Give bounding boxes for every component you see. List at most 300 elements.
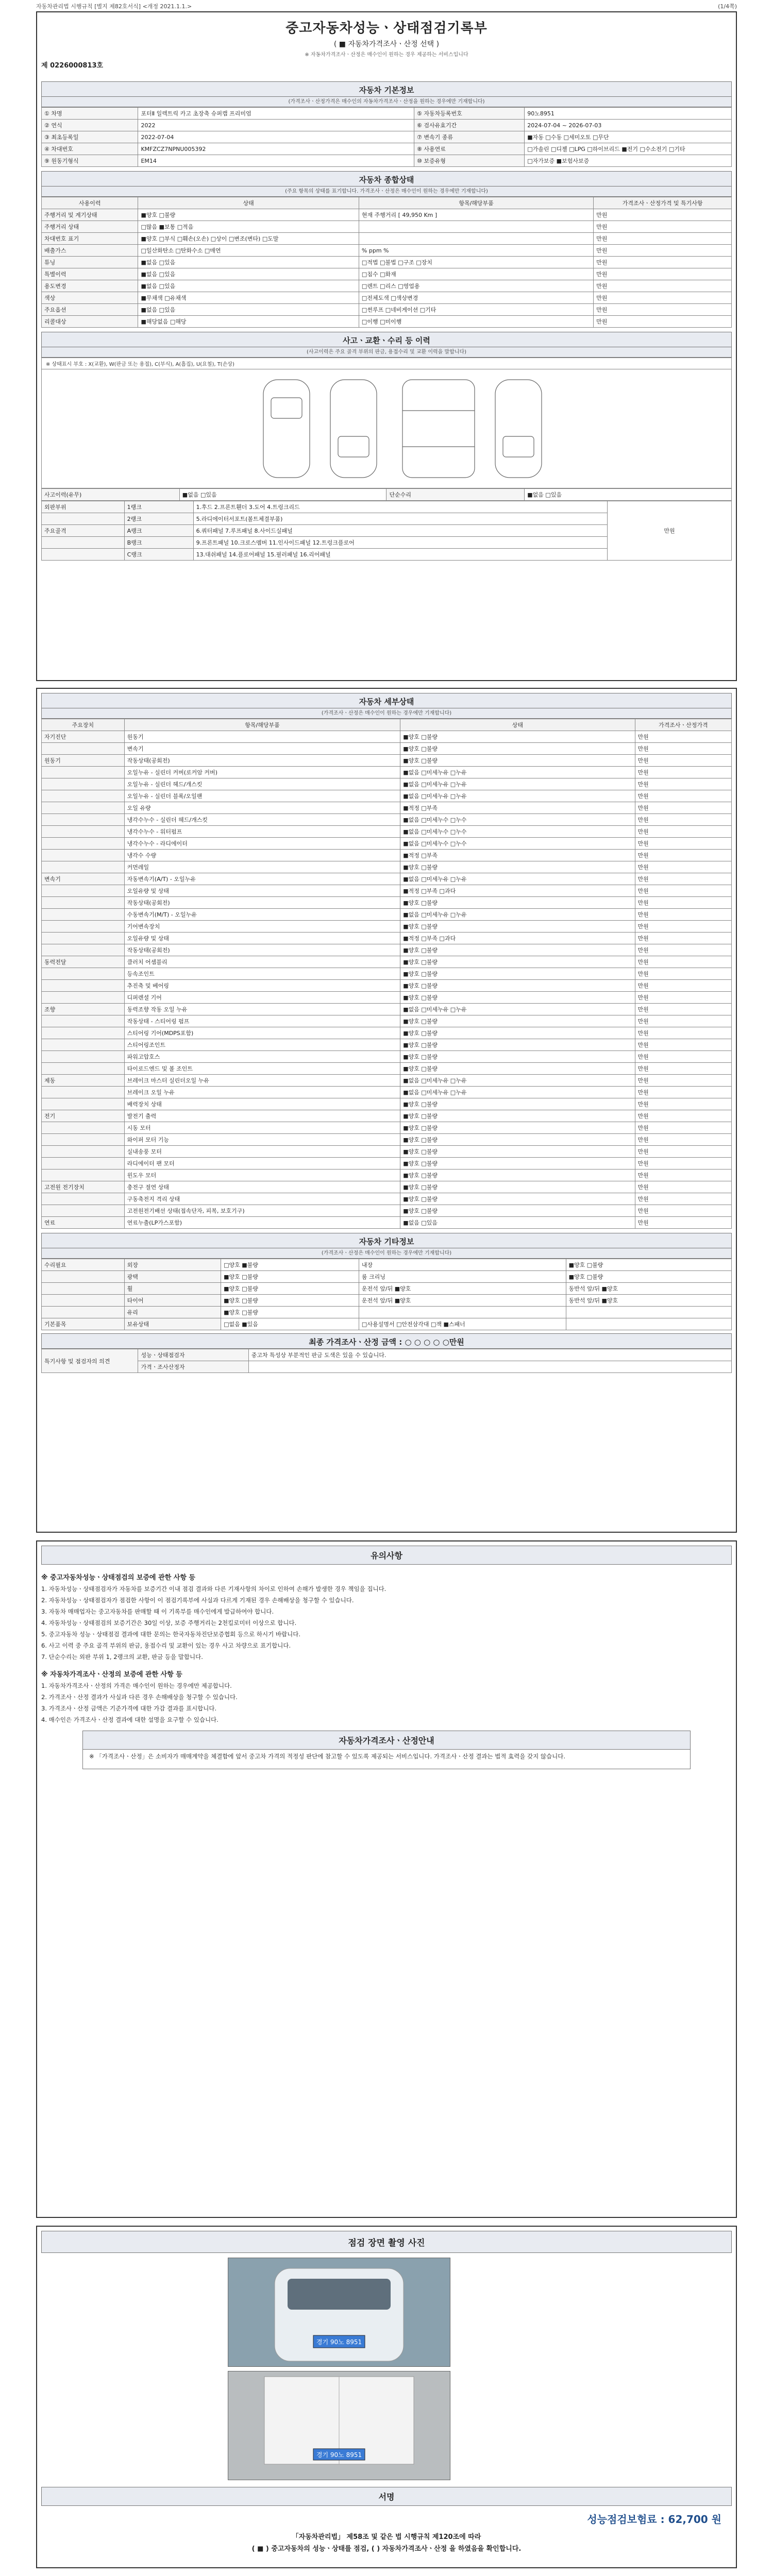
general-state-row: [42, 268, 732, 280]
detail-state-row-cell: ■없음 □있음: [400, 1217, 635, 1229]
basic-info-row-cell: ■자동 □수동 □세미오토 □무단: [525, 131, 732, 143]
detail-state-row-cell: [42, 1146, 125, 1158]
detail-state-row-cell: 전기: [42, 1110, 125, 1122]
frame-rank-cell: [42, 549, 125, 561]
detail-state-row: [42, 826, 732, 838]
detail-state-row-cell: ■양호 □불량: [400, 1205, 635, 1217]
other-info-section: [41, 1233, 732, 1373]
basic-info-row-cell: ⑥ 검사유효기간: [414, 120, 525, 131]
detail-state-row: [42, 1015, 732, 1027]
general-state-row-cell: 색상: [42, 292, 138, 304]
detail-state-row-cell: ■양호 □불량: [400, 1181, 635, 1193]
accident-row-cell: 단순수리: [386, 489, 525, 501]
detail-state-row-cell: [42, 909, 125, 921]
detail-state-row-cell: 만원: [635, 767, 731, 778]
other-info-row-cell: ■양호 □불량: [221, 1307, 359, 1318]
detail-state-row: [42, 838, 732, 850]
detail-state-row: [42, 897, 732, 909]
detail-state-row-cell: [42, 802, 125, 814]
title-block: [227, 18, 546, 58]
detail-state-row: [42, 755, 732, 767]
frame-rank-table: [41, 501, 732, 561]
detail-state-row: [42, 1193, 732, 1205]
other-info-row-cell: 내장: [359, 1259, 566, 1271]
detail-state-row: [42, 1039, 732, 1051]
detail-state-row-cell: 와이퍼 모터 기능: [124, 1134, 400, 1146]
detail-state-row-cell: ■없음 □미세누유 □누유: [400, 767, 635, 778]
detail-state-row-cell: [42, 1051, 125, 1063]
detail-state-row-cell: 만원: [635, 992, 731, 1004]
detail-state-row: [42, 1170, 732, 1181]
detail-state-row-cell: ■없음 □미세누유 □누유: [400, 1075, 635, 1087]
other-info-row-cell: 외장: [124, 1259, 221, 1271]
price-guide-text: ※ 「가격조사ㆍ산정」은 소비자가 매매계약을 체결함에 앞서 중고차 가격의 적정성 판단에 참고할 수 있도록 제공되는 서비스입니다. 가격조사ㆍ산정 결과는 법적 효력을 갖지 않습니다.: [89, 1753, 566, 1760]
basic-info-section: [41, 81, 732, 167]
detail-state-row-cell: 오일유량 및 상태: [124, 885, 400, 897]
general-state-row-cell: [359, 233, 593, 245]
detail-state-row-cell: 만원: [635, 826, 731, 838]
detail-state-row-cell: [42, 897, 125, 909]
detail-state-row: [42, 731, 732, 743]
general-state-row-cell: □일산화탄소 □탄화수소 □매연: [138, 245, 359, 257]
general-state-row-cell: % ppm %: [359, 245, 593, 257]
vehicle-diagram: [41, 369, 732, 488]
detail-state-row-cell: 만원: [635, 731, 731, 743]
detail-state-row-cell: ■양호 □불량: [400, 897, 635, 909]
notice-sec2-heading: ※ 자동차가격조사ㆍ산정의 보증에 관한 사항 등: [41, 1671, 182, 1679]
detail-state-row-cell: 만원: [635, 790, 731, 802]
other-info-row-cell: [42, 1283, 125, 1295]
detail-state-row-cell: 냉각수누수 - 실린더 헤드/개스킷: [124, 814, 400, 826]
detail-state-row-cell: [42, 992, 125, 1004]
basic-info-row-cell: ⑧ 사용연료: [414, 143, 525, 155]
front-plate-text: 경기 90노 8951: [316, 2338, 362, 2346]
basic-info-row-cell: ⑨ 원동기형식: [42, 155, 138, 167]
notice-item: 5. 중고자동차 성능ㆍ상태점검 결과에 대한 문의는 한국자동차진단보증협회 등으로 하시기 바랍니다.: [41, 1631, 300, 1638]
detail-state-row: [42, 933, 732, 944]
status-code-legend: ※ 상태표시 부호 : X(교환), W(판금 또는 용접), C(부식), A(흠집), U(요철), T(손상): [41, 358, 732, 369]
detail-state-row-cell: 만원: [635, 1027, 731, 1039]
detail-state-row-cell: ■없음 □미세누유 □누유: [400, 778, 635, 790]
detail-state-row: [42, 778, 732, 790]
detail-state-table: [41, 719, 732, 1229]
other-info-row-cell: 광택: [124, 1271, 221, 1283]
detail-state-row-cell: [42, 1098, 125, 1110]
detail-state-row-cell: 만원: [635, 873, 731, 885]
detail-state-row-cell: ■없음 □미세누수 □누수: [400, 814, 635, 826]
detail-state-row-cell: [42, 850, 125, 861]
frame-rank-cell: 외판부위: [42, 501, 125, 513]
detail-state-row-cell: ■양호 □불량: [400, 1098, 635, 1110]
detail-state-row-cell: 발전기 출력: [124, 1110, 400, 1122]
detail-state-row-cell: ■양호 □불량: [400, 1134, 635, 1146]
accident-heading: 사고ㆍ교환ㆍ수리 등 이력: [41, 332, 732, 347]
signature-heading: 서명: [41, 2487, 732, 2506]
other-info-row-cell: ■양호 □불량: [566, 1271, 731, 1283]
basic-info-table: [41, 107, 732, 167]
basic-info-row-cell: 2022: [138, 120, 414, 131]
detail-state-row-cell: [42, 885, 125, 897]
notice-item: 1. 자동차성능ㆍ상태점검자가 자동차를 보증기간 이내 점검 결과와 다른 기재사항의 차이로 인하여 손해가 발생한 경우 책임을 집니다.: [41, 1585, 386, 1592]
detail-state-row-cell: ■양호 □불량: [400, 743, 635, 755]
form-law-ref: 자동차관리법 시행규칙 [별지 제82호서식] <개정 2021.1.1.>: [36, 3, 192, 10]
other-info-row-cell: □양호 ■불량: [221, 1259, 359, 1271]
detail-state-row-cell: 원동기: [124, 731, 400, 743]
other-info-row-cell: 타이어: [124, 1295, 221, 1307]
general-state-row-cell: 만원: [594, 316, 732, 328]
detail-state-row-cell: 추진축 및 베어링: [124, 980, 400, 992]
other-info-row: [42, 1307, 732, 1318]
detail-state-row-cell: 구동축전지 격리 상태: [124, 1193, 400, 1205]
detail-state-row: [42, 956, 732, 968]
detail-state-row-cell: 만원: [635, 850, 731, 861]
other-info-row-cell: ■양호 □불량: [221, 1295, 359, 1307]
other-info-table: [41, 1259, 732, 1330]
detail-state-row-cell: [42, 980, 125, 992]
special-notes-row: [42, 1349, 732, 1361]
frame-rank-row: [42, 501, 732, 513]
detail-state-row-cell: ■없음 □미세누유 □누유: [400, 790, 635, 802]
detail-state-row-cell: 만원: [635, 1122, 731, 1134]
frame-rank-cell: [42, 537, 125, 549]
other-info-heading: 자동차 기타정보: [41, 1233, 732, 1248]
detail-state-row-cell: ■양호 □불량: [400, 755, 635, 767]
detail-state-row-cell: 만원: [635, 1205, 731, 1217]
detail-state-row-cell: 클러치 어셈블리: [124, 956, 400, 968]
detail-state-row-cell: 작동상태(공회전): [124, 897, 400, 909]
other-info-row-cell: ■양호 □불량: [221, 1283, 359, 1295]
price-guide-title: 자동차가격조사ㆍ산정안내: [83, 1731, 690, 1750]
basic-info-row-cell: ③ 최초등록일: [42, 131, 138, 143]
general-state-row-cell: □전체도색 □색상변경: [359, 292, 593, 304]
basic-info-row-cell: □자가보증 ■보험사보증: [525, 155, 732, 167]
general-state-row-cell: ■양호 □불량: [138, 209, 359, 221]
detail-state-column-header: 항목/해당부품: [124, 719, 400, 731]
detail-state-row: [42, 944, 732, 956]
frame-rank-cell: 2랭크: [124, 513, 193, 525]
detail-state-row-cell: 만원: [635, 944, 731, 956]
detail-state-row-cell: ■양호 □불량: [400, 1063, 635, 1075]
special-notes-row: [42, 1361, 732, 1373]
detail-state-row-cell: 만원: [635, 980, 731, 992]
detail-state-row: [42, 1063, 732, 1075]
detail-state-row: [42, 1134, 732, 1146]
other-info-subheading: (가격조사ㆍ산정은 매수인이 원하는 경우에만 기재합니다): [41, 1248, 732, 1259]
other-info-row-cell: 동반석 앞/뒤 ■양호: [566, 1295, 731, 1307]
notice-item: 2. 가격조사ㆍ산정 결과가 사실과 다른 경우 손해배상을 청구할 수 있습니다.: [41, 1693, 238, 1701]
detail-state-row-cell: 동력조향 작동 오일 누유: [124, 1004, 400, 1015]
detail-state-row-cell: 스티어링 기어(MDPS포함): [124, 1027, 400, 1039]
detail-state-row-cell: 만원: [635, 1004, 731, 1015]
special-notes-heading: 특기사항 및 점검자의 의견: [42, 1349, 138, 1373]
detail-state-row: [42, 767, 732, 778]
general-state-row-cell: ■무채색 □유채색: [138, 292, 359, 304]
basic-info-row: [42, 155, 732, 167]
detail-state-row-cell: ■양호 □불량: [400, 1027, 635, 1039]
detail-state-row-cell: 만원: [635, 1134, 731, 1146]
detail-state-row-cell: ■양호 □불량: [400, 956, 635, 968]
other-info-row-cell: [566, 1318, 731, 1330]
detail-state-row-cell: ■양호 □불량: [400, 1110, 635, 1122]
general-state-row: [42, 280, 732, 292]
detail-state-row-cell: ■양호 □불량: [400, 731, 635, 743]
detail-state-row-cell: ■양호 □불량: [400, 1170, 635, 1181]
detail-state-row-cell: 만원: [635, 909, 731, 921]
general-state-row: [42, 233, 732, 245]
insurance-fee: 성능점검보험료 : 62,700 원: [587, 2513, 721, 2526]
detail-state-row-cell: 윈도우 모터: [124, 1170, 400, 1181]
accident-subheading: (사고이력은 주요 골격 부위의 판금, 용접수리 및 교환 이력을 말합니다): [41, 347, 732, 358]
detail-state-row-cell: ■양호 □불량: [400, 1051, 635, 1063]
detail-state-row-cell: [42, 861, 125, 873]
basic-info-row-cell: 90노8951: [525, 108, 732, 120]
detail-state-column-header: 상태: [400, 719, 635, 731]
detail-state-row-cell: [42, 1205, 125, 1217]
detail-state-row: [42, 1087, 732, 1098]
vehicle-outline-drawing: [42, 369, 732, 487]
detail-state-row-cell: ■없음 □미세누유 □누유: [400, 1004, 635, 1015]
general-state-row-cell: □썬루프 □네비게이션 □기타: [359, 304, 593, 316]
detail-state-row-cell: 만원: [635, 1075, 731, 1087]
detail-state-row: [42, 1027, 732, 1039]
detail-state-row-cell: 배력장치 상태: [124, 1098, 400, 1110]
detail-state-row: [42, 1146, 732, 1158]
other-info-row-cell: [42, 1295, 125, 1307]
detail-state-row-cell: 만원: [635, 933, 731, 944]
basic-info-row: [42, 143, 732, 155]
basic-info-row-cell: 2024-07-04 ~ 2026-07-03: [525, 120, 732, 131]
detail-state-row-cell: [42, 1063, 125, 1075]
detail-state-row: [42, 790, 732, 802]
detail-state-row-cell: 만원: [635, 956, 731, 968]
detail-state-row: [42, 1051, 732, 1063]
detail-state-row-cell: 만원: [635, 838, 731, 850]
accident-row-cell: ■없음 □있음: [525, 489, 732, 501]
detail-state-row-cell: 고전원전기배선 상태(접속단자, 피복, 보호기구): [124, 1205, 400, 1217]
detail-state-row-cell: [42, 968, 125, 980]
frame-rank-cell: 9.프론트패널 10.크로스멤버 11.인사이드패널 12.트렁크플로어: [193, 537, 607, 549]
other-info-row-cell: 기본품목: [42, 1318, 125, 1330]
detail-state-row: [42, 1004, 732, 1015]
general-state-column-header: 상태: [138, 197, 359, 209]
front-photo: [228, 2258, 450, 2367]
detail-state-row-cell: 자동변속기(A/T) - 오일누유: [124, 873, 400, 885]
detail-state-row-cell: 브레이크 오일 누유: [124, 1087, 400, 1098]
detail-state-row-cell: ■양호 □불량: [400, 992, 635, 1004]
confirmation-line-1: 「자동차관리법」 제58조 및 같은 법 시행규칙 제120조에 따라: [292, 2533, 481, 2541]
detail-state-row-cell: 만원: [635, 1015, 731, 1027]
detail-state-row-cell: 파워고압호스: [124, 1051, 400, 1063]
detail-state-row-cell: 변속기: [124, 743, 400, 755]
detail-state-row-cell: ■없음 □미세누유 □누유: [400, 909, 635, 921]
detail-state-row-cell: ■없음 □미세누수 □누수: [400, 826, 635, 838]
detail-state-row: [42, 873, 732, 885]
detail-state-row-cell: ■양호 □불량: [400, 1193, 635, 1205]
form-page-no: (1/4쪽): [718, 3, 737, 10]
front-vehicle-image: [228, 2258, 450, 2366]
detail-state-row-cell: 고전원 전기장치: [42, 1181, 125, 1193]
general-state-row-cell: 만원: [594, 268, 732, 280]
detail-state-row-cell: 커먼레일: [124, 861, 400, 873]
detail-state-row-cell: 연료누출(LP가스포함): [124, 1217, 400, 1229]
detail-state-row-cell: 만원: [635, 778, 731, 790]
general-state-row-cell: 만원: [594, 245, 732, 257]
detail-state-row-cell: 변속기: [42, 873, 125, 885]
detail-state-row-cell: [42, 826, 125, 838]
general-state-row-cell: 차대번호 표기: [42, 233, 138, 245]
detail-state-row-cell: 원동기: [42, 755, 125, 767]
general-state-row-cell: ■없음 □있음: [138, 280, 359, 292]
detail-state-row-cell: 만원: [635, 1087, 731, 1098]
general-state-column-header: 사용이력: [42, 197, 138, 209]
detail-state-row-cell: [42, 1015, 125, 1027]
general-state-row: [42, 221, 732, 233]
detail-state-row-cell: 오일누유 - 실린더 블록/오일팬: [124, 790, 400, 802]
general-state-row: [42, 304, 732, 316]
notice-item: 3. 자동차 매매업자는 중고자동차를 판매할 때 이 기록부를 매수인에게 발급하여야 합니다.: [41, 1608, 274, 1615]
other-info-row-cell: [566, 1307, 731, 1318]
basic-info-row-cell: □가솔린 □디젤 □LPG □하이브리드 ■전기 □수소전기 □기타: [525, 143, 732, 155]
general-state-row-cell: 만원: [594, 221, 732, 233]
detail-state-row-cell: [42, 921, 125, 933]
detail-state-row-cell: ■없음 □미세누유 □누유: [400, 873, 635, 885]
detail-state-row-cell: 디퍼렌셜 기어: [124, 992, 400, 1004]
general-state-row-cell: 만원: [594, 209, 732, 221]
other-info-row-cell: □사용설명서 □안전삼각대 □잭 ■스패너: [359, 1318, 566, 1330]
special-notes-cell: 중고차 특성상 부분적인 판금 도색은 있을 수 있습니다.: [248, 1349, 731, 1361]
signature-area: [41, 2487, 732, 2553]
accident-row-cell: ■없음 □있음: [179, 489, 386, 501]
confirmation-line-2: ( ■ ) 중고자동차의 성능ㆍ상태를 점검, ( ) 자동차가격조사ㆍ산정 을 하였음을 확인합니다.: [251, 2545, 522, 2553]
accident-table: [41, 488, 732, 501]
detail-state-row: [42, 814, 732, 826]
general-state-row-cell: 용도변경: [42, 280, 138, 292]
general-state-row: [42, 245, 732, 257]
page-3: [36, 1540, 737, 2218]
general-state-row-cell: 만원: [594, 233, 732, 245]
special-notes-cell: [248, 1361, 731, 1373]
other-info-row-cell: ■양호 □불량: [221, 1271, 359, 1283]
detail-state-row-cell: ■적정 □부족 □과다: [400, 933, 635, 944]
detail-state-row: [42, 1181, 732, 1193]
detail-state-row-cell: 오일누유 - 실린더 헤드/개스킷: [124, 778, 400, 790]
basic-info-heading: 자동차 기본정보: [41, 81, 732, 97]
detail-state-row-cell: 만원: [635, 802, 731, 814]
notice-item: 4. 매수인은 가격조사ㆍ산정 결과에 대한 설명을 요구할 수 있습니다.: [41, 1716, 219, 1723]
other-info-row: [42, 1318, 732, 1330]
general-state-row-cell: □렌트 □리스 □영업용: [359, 280, 593, 292]
general-state-row: [42, 209, 732, 221]
detail-state-row-cell: [42, 838, 125, 850]
detail-state-row-cell: ■없음 □미세누수 □누수: [400, 838, 635, 850]
other-info-row: [42, 1271, 732, 1283]
detail-state-row-cell: 만원: [635, 1217, 731, 1229]
frame-rank-cell: C랭크: [124, 549, 193, 561]
detail-state-row-cell: 만원: [635, 968, 731, 980]
special-notes-cell: 가격ㆍ조사산정자: [138, 1361, 248, 1373]
accident-row-cell: 사고이력(유무): [42, 489, 180, 501]
detail-state-row-cell: ■양호 □불량: [400, 1122, 635, 1134]
detail-state-row-cell: 스티어링조인트: [124, 1039, 400, 1051]
detail-state-row-cell: 만원: [635, 1039, 731, 1051]
general-state-row-cell: □침수 □화재: [359, 268, 593, 280]
detail-state-row-cell: 만원: [635, 885, 731, 897]
notice-item: 2. 자동차성능ㆍ상태점검자가 점검한 사항이 이 점검기록부에 사실과 다르게 기재된 경우 손해배상을 청구할 수 있습니다.: [41, 1597, 354, 1604]
detail-state-row-cell: 냉각수누수 - 라디에이터: [124, 838, 400, 850]
general-state-row: [42, 316, 732, 328]
other-info-row-cell: 보유상태: [124, 1318, 221, 1330]
detail-state-row: [42, 1122, 732, 1134]
frame-rank-cell: 13.대쉬패널 14.플로어패널 15.필러패널 16.리어패널: [193, 549, 607, 561]
general-state-row-cell: 주행거리 상태: [42, 221, 138, 233]
general-state-row-cell: 만원: [594, 257, 732, 268]
frame-rank-cell: 1.후드 2.프론트휀더 3.도어 4.트렁크리드: [193, 501, 607, 513]
detail-state-row-cell: 타이로드엔드 및 볼 조인트: [124, 1063, 400, 1075]
accident-section: [41, 332, 732, 561]
detail-state-row-cell: ■양호 □불량: [400, 1146, 635, 1158]
detail-state-row-cell: ■양호 □불량: [400, 1039, 635, 1051]
detail-state-row-cell: 냉각수 수량: [124, 850, 400, 861]
basic-info-row-cell: KMFZCZ7NPNU005392: [138, 143, 414, 155]
accident-row: [42, 489, 732, 501]
document-title: 중고자동차성능ㆍ상태점검기록부: [285, 21, 488, 36]
rear-photo: [228, 2371, 450, 2480]
basic-info-row-cell: 포터Ⅱ 일렉트릭 카고 초장축 슈퍼캡 프리미엄: [138, 108, 414, 120]
detail-state-row-cell: 조향: [42, 1004, 125, 1015]
basic-info-row-cell: ⑤ 자동차등록번호: [414, 108, 525, 120]
general-state-row-cell: 튜닝: [42, 257, 138, 268]
price-guide-box: [82, 1731, 691, 1769]
detail-state-row-cell: [42, 1134, 125, 1146]
notice-sec1-heading: ※ 중고자동차성능ㆍ상태점검의 보증에 관한 사항 등: [41, 1574, 195, 1582]
frame-rank-cell: 1랭크: [124, 501, 193, 513]
general-state-row: [42, 292, 732, 304]
detail-state-row-cell: [42, 1193, 125, 1205]
general-state-subheading: (주요 항목의 상태를 표기합니다. 가격조사ㆍ산정은 매수인이 원하는 경우에만 기재합니다): [41, 187, 732, 197]
detail-state-row-cell: 라디에이터 팬 모터: [124, 1158, 400, 1170]
detail-state-row: [42, 861, 732, 873]
detail-state-row-cell: [42, 1158, 125, 1170]
detail-state-row-cell: ■적정 □부족 □과다: [400, 885, 635, 897]
detail-state-row-cell: 냉각수누수 - 워터펌프: [124, 826, 400, 838]
detail-state-row-cell: 제동: [42, 1075, 125, 1087]
general-state-row-cell: 배출가스: [42, 245, 138, 257]
general-state-row-cell: 주행거리 및 계기상태: [42, 209, 138, 221]
page-1: [36, 11, 737, 681]
detail-state-row-cell: ■양호 □불량: [400, 980, 635, 992]
frame-rank-cell: A랭크: [124, 525, 193, 537]
general-state-row-cell: 현재 주행거리 [ 49,950 Km ]: [359, 209, 593, 221]
basic-info-row: [42, 120, 732, 131]
detail-state-row-cell: [42, 1170, 125, 1181]
detail-state-row-cell: 작동상태(공회전): [124, 944, 400, 956]
notice-title: 유의사항: [41, 1546, 732, 1565]
detail-state-row-cell: 만원: [635, 743, 731, 755]
basic-info-row-cell: ① 차명: [42, 108, 138, 120]
detail-state-column-header: 주요장치: [42, 719, 125, 731]
detail-state-row: [42, 1158, 732, 1170]
detail-state-row-cell: [42, 767, 125, 778]
general-state-row-cell: ■없음 □있음: [138, 268, 359, 280]
detail-state-row-cell: 만원: [635, 1170, 731, 1181]
detail-state-row-cell: [42, 1122, 125, 1134]
detail-state-row-cell: ■양호 □불량: [400, 968, 635, 980]
detail-state-row-cell: 동력전달: [42, 956, 125, 968]
other-info-row-cell: [42, 1271, 125, 1283]
detail-state-row-cell: 브레이크 마스터 실린더오일 누유: [124, 1075, 400, 1087]
general-state-row-cell: □많음 ■보통 □적음: [138, 221, 359, 233]
detail-state-row-cell: 만원: [635, 1158, 731, 1170]
